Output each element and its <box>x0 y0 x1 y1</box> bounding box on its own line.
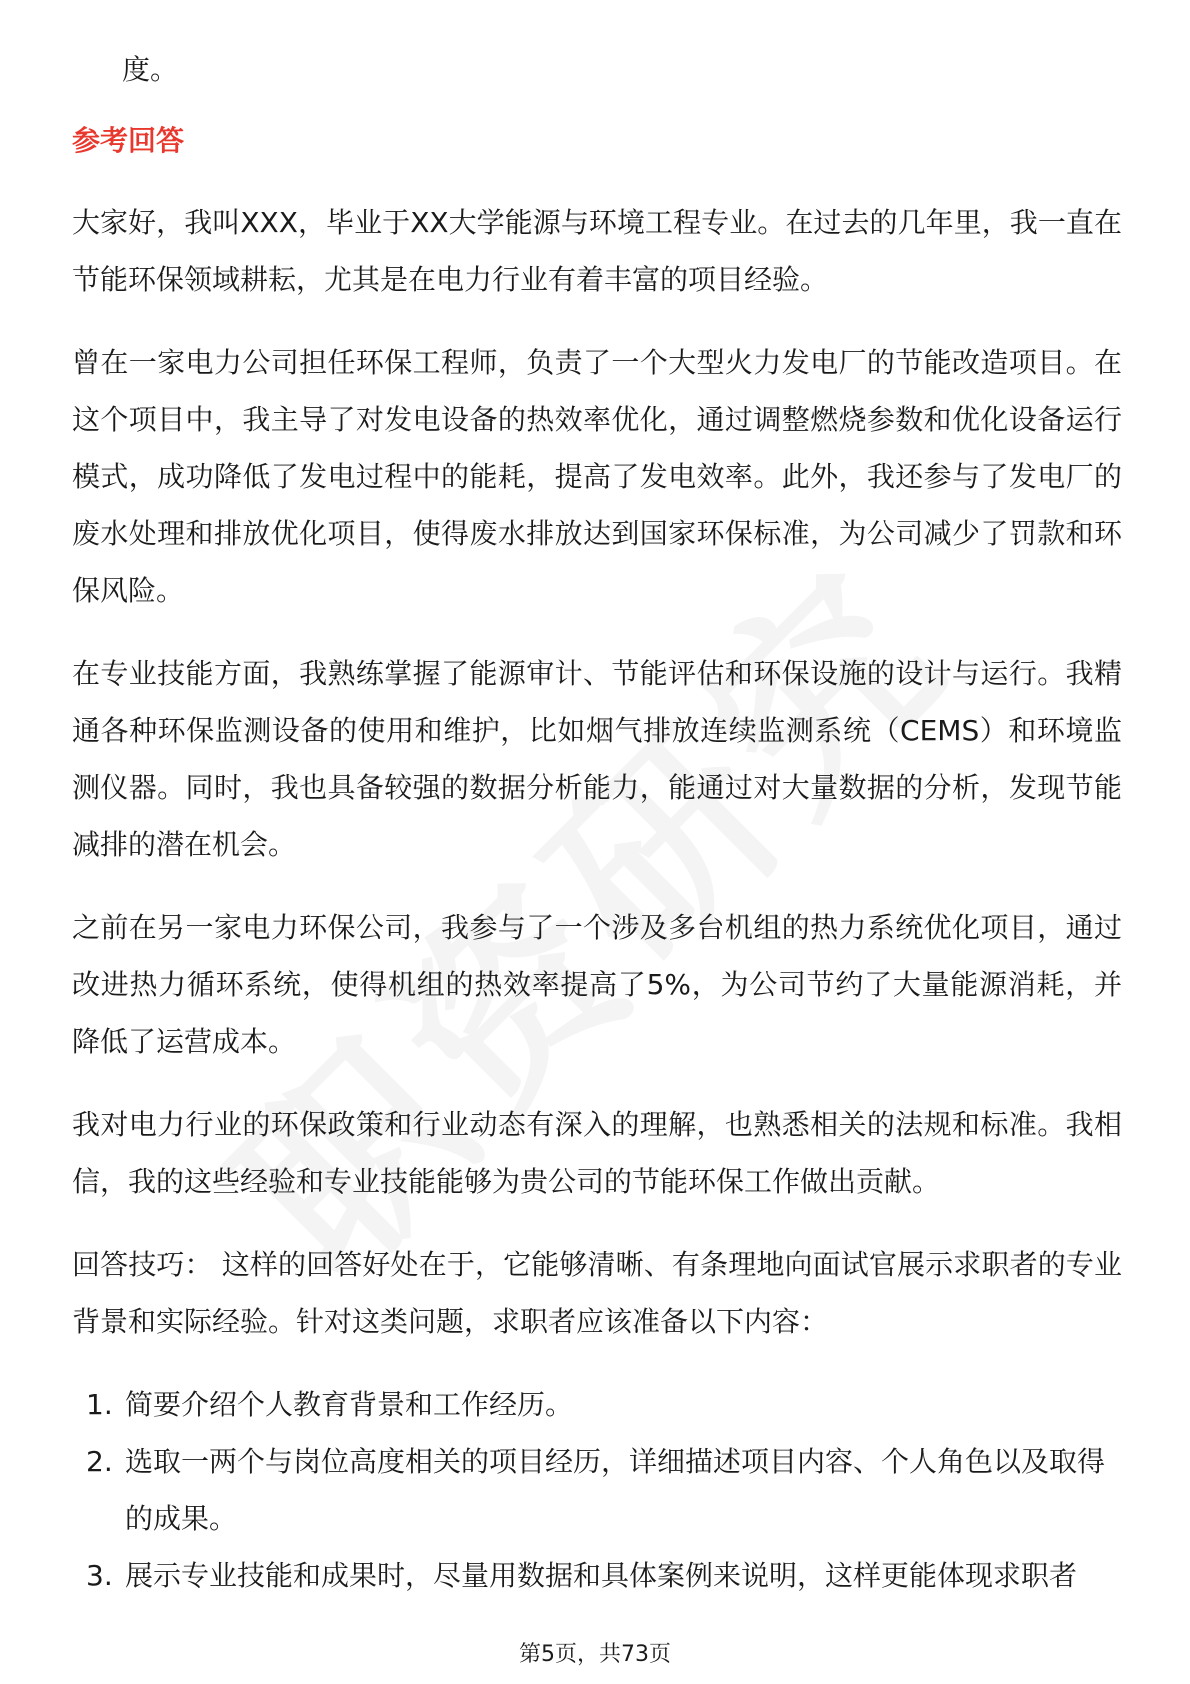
tips-list <box>72 1376 1122 1604</box>
list-item-number: 3. <box>86 1559 113 1592</box>
continuation-text: 度。 <box>122 53 179 86</box>
list-item-text: 展示专业技能和成果时，尽量用数据和具体案例来说明，这样更能体现求职者 <box>125 1559 1078 1592</box>
list-item-number: 1. <box>86 1388 113 1421</box>
paragraph: 曾在一家电力公司担任环保工程师，负责了一个大型火力发电厂的节能改造项目。在这个项目中，我主导了对发电设备的热效率优化，通过调整燃烧参数和优化设备运行模式，成功降低了发电过程中的能耗，提高了发电效率。此外，我还参与了发电厂的废水处理和排放优化项目，使得废水排放达到国家环保标准，为公司减少了罚款和环保风险。 <box>72 346 1122 607</box>
document-content <box>72 48 1122 1604</box>
section-heading: 参考回答 <box>72 124 185 157</box>
list-item-text: 选取一两个与岗位高度相关的项目经历，详细描述项目内容、个人角色以及取得的成果。 <box>125 1445 1106 1535</box>
answer-tips-paragraph: 回答技巧： 这样的回答好处在于，它能够清晰、有条理地向面试官展示求职者的专业背景和实际经验。针对这类问题，求职者应该准备以下内容： <box>72 1248 1122 1338</box>
paragraph: 在专业技能方面，我熟练掌握了能源审计、节能评估和环保设施的设计与运行。我精通各种环保监测设备的使用和维护，比如烟气排放连续监测系统（CEMS）和环境监测仪器。同时，我也具备较强的数据分析能力，能通过对大量数据的分析，发现节能减排的潜在机会。 <box>72 657 1122 861</box>
list-item-text: 简要介绍个人教育背景和工作经历。 <box>125 1388 574 1421</box>
list-item-number: 2. <box>86 1445 113 1478</box>
paragraph: 我对电力行业的环保政策和行业动态有深入的理解，也熟悉相关的法规和标准。我相信，我的这些经验和专业技能能够为贵公司的节能环保工作做出贡献。 <box>72 1108 1122 1198</box>
page-number-footer: 第5页，共73页 <box>519 1642 671 1667</box>
paragraph: 之前在另一家电力环保公司，我参与了一个涉及多台机组的热力系统优化项目，通过改进热力循环系统，使得机组的热效率提高了5%，为公司节约了大量能源消耗，并降低了运营成本。 <box>72 911 1122 1058</box>
paragraph: 大家好，我叫XXX，毕业于XX大学能源与环境工程专业。在过去的几年里，我一直在节能环保领域耕耘，尤其是在电力行业有着丰富的项目经验。 <box>72 206 1122 296</box>
list-item <box>72 1376 1122 1433</box>
list-item <box>72 1433 1122 1547</box>
list-item <box>72 1547 1122 1604</box>
